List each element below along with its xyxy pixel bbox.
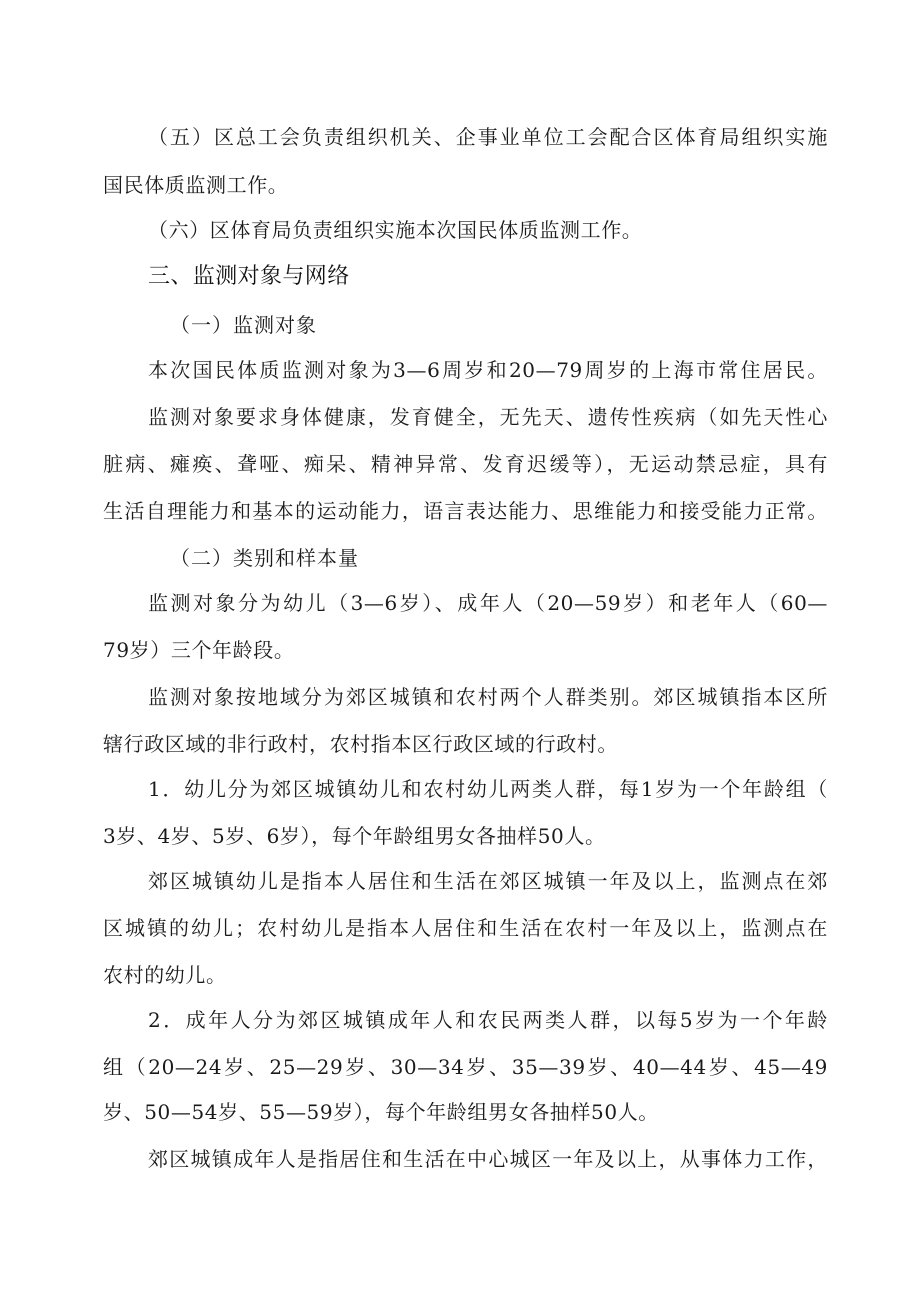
paragraph-line: 本次国民体质监测对象为3—6周岁和20—79周岁的上海市常住居民。 bbox=[148, 358, 828, 382]
paragraph-line: 3岁、4岁、5岁、6岁），每个年龄组男女各抽样50人。 bbox=[103, 824, 606, 848]
paragraph-line: 郊区城镇幼儿是指本人居住和生活在郊区城镇一年及以上，监测点在郊 bbox=[148, 869, 828, 893]
paragraph-line: 岁、50—54岁、55—59岁），每个年龄组男女各抽样50人。 bbox=[103, 1100, 659, 1124]
paragraph-line: 脏病、瘫痪、聋哑、痴呆、精神异常、发育迟缓等），无运动禁忌症，具有 bbox=[103, 452, 828, 476]
subsection-heading: （二）类别和样本量 bbox=[170, 546, 359, 570]
paragraph-line: 2．成年人分为郊区城镇成年人和农民两类人群，以每5岁为一个年龄 bbox=[148, 1008, 828, 1032]
paragraph-line: 农村的幼儿。 bbox=[103, 963, 227, 987]
paragraph-line: （五）区总工会负责组织机关、企事业单位工会配合区体育局组织实施 bbox=[148, 125, 828, 149]
paragraph-line: 辖行政区域的非行政村，农村指本区行政区域的行政村。 bbox=[103, 732, 618, 756]
subsection-heading: （一）监测对象 bbox=[170, 313, 317, 337]
paragraph-line: 监测对象分为幼儿（3—6岁）、成年人（20—59岁）和老年人（60— bbox=[148, 591, 828, 615]
paragraph-line: 区城镇的幼儿；农村幼儿是指本人居住和生活在农村一年及以上，监测点在 bbox=[103, 916, 828, 940]
paragraph-line: 生活自理能力和基本的运动能力，语言表达能力、思维能力和接受能力正常。 bbox=[103, 499, 828, 523]
paragraph-line: 1．幼儿分为郊区城镇幼儿和农村幼儿两类人群，每1岁为一个年龄组（ bbox=[148, 777, 828, 801]
paragraph-line: 监测对象按地域分为郊区城镇和农村两个人群类别。郊区城镇指本区所 bbox=[148, 685, 828, 709]
paragraph-line: （六）区体育局负责组织实施本次国民体质监测工作。 bbox=[148, 218, 643, 242]
section-heading: 三、监测对象与网络 bbox=[148, 264, 350, 289]
paragraph-line: 79岁）三个年龄段。 bbox=[103, 638, 295, 662]
paragraph-line: 监测对象要求身体健康，发育健全，无先天、遗传性疾病（如先天性心 bbox=[148, 405, 828, 429]
paragraph-line: 国民体质监测工作。 bbox=[103, 173, 289, 197]
paragraph-line: 郊区城镇成年人是指居住和生活在中心城区一年及以上，从事体力工作， bbox=[148, 1147, 828, 1171]
paragraph-line: 组（20—24岁、25—29岁、30—34岁、35—39岁、40—44岁、45—49 bbox=[103, 1055, 828, 1079]
